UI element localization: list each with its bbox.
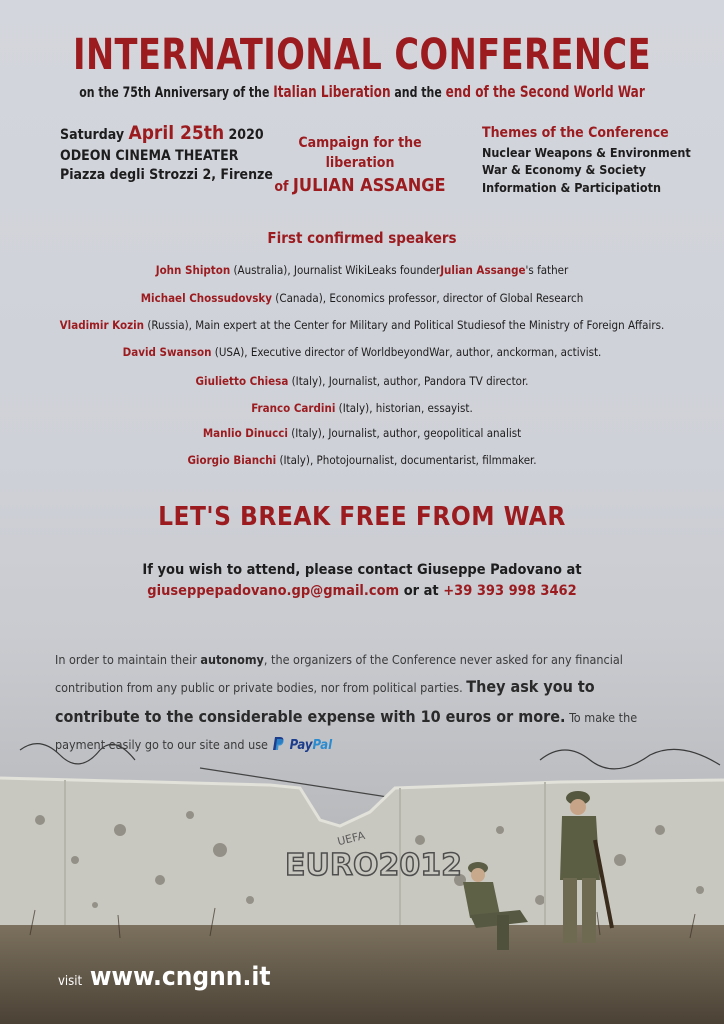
speaker-row — [0, 426, 724, 440]
subtitle-end-of-war: end of the Second World War — [445, 82, 645, 101]
speaker-desc: , Executive director of WorldbeyondWar, author, anckorman, activist. — [244, 345, 602, 359]
website-url[interactable]: www.cngnn.it — [89, 962, 271, 992]
theme-item: Information & Participatiotn — [482, 179, 662, 195]
campaign-info — [270, 134, 450, 198]
themes — [482, 124, 691, 196]
subtitle-mid: and the — [394, 85, 442, 101]
slogan: LET'S BREAK FREE FROM WAR — [158, 502, 566, 532]
speaker-name: David Swanson — [122, 345, 212, 359]
visit-label: visit — [58, 974, 83, 989]
appeal-bold: They ask you to contribute to the considerable expense with 10 euros or more. — [55, 676, 595, 727]
speaker-country: (Russia) — [144, 318, 189, 332]
speaker-desc: , Journalist WikiLeaks founder — [287, 263, 441, 277]
speaker-country: (Italy) — [276, 453, 310, 467]
speaker-row — [0, 374, 724, 388]
speaker-name: Vladimir Kozin — [59, 318, 145, 332]
campaign-line2 — [270, 173, 450, 198]
speaker-country: (Australia) — [230, 263, 288, 277]
event-date-line — [60, 120, 273, 147]
speaker-row — [0, 291, 724, 305]
wall-small-text: UEFA — [336, 828, 367, 849]
speaker-country: (Canada) — [272, 291, 323, 305]
paypal-text-pay: Pay — [289, 737, 313, 753]
speaker-name: John Shipton — [155, 263, 231, 277]
speaker-name: Giulietto Chiesa — [195, 374, 289, 388]
campaign-of: of — [274, 179, 289, 196]
contact-line2 — [0, 581, 724, 602]
event-day: Saturday — [60, 127, 125, 143]
speaker-row — [0, 318, 724, 332]
speaker-desc: , Journalist, author, geopolitical analist — [321, 426, 522, 440]
speaker-desc: , Economics professor, director of Global Research — [322, 291, 584, 305]
speaker-row — [0, 345, 724, 359]
event-venue: ODEON CINEMA THEATER — [60, 147, 239, 164]
speaker-desc: , Main expert at the Center for Military and Political Studiesof the Ministry of Foreign Affairs. — [188, 318, 665, 332]
themes-heading: Themes of the Conference — [482, 125, 669, 141]
speaker-desc: , Photojournalist, documentarist, filmmaker. — [309, 453, 537, 467]
event-date: April 25th — [128, 122, 225, 144]
contact-phone[interactable]: +39 393 998 3462 — [443, 583, 577, 600]
paypal-text-pal: Pal — [312, 737, 333, 753]
appeal-text-2: , the organizers of the Conference never asked for any financial contribution from any public or private bodies, nor from political parties. — [55, 652, 623, 695]
speaker-country: (Italy) — [335, 401, 370, 415]
speaker-country: (Italy) — [287, 426, 322, 440]
speaker-name: Michael Chossudovsky — [140, 291, 273, 305]
subtitle-italian-liberation: Italian Liberation — [273, 82, 391, 101]
campaign-line1: Campaign for the liberation — [298, 135, 422, 171]
speaker-name: Manlio Dinucci — [202, 426, 288, 440]
speaker-name: Giorgio Bianchi — [187, 453, 277, 467]
event-year: 2020 — [228, 127, 264, 143]
contact-line1: If you wish to attend, please contact Giuseppe Padovano at — [142, 562, 582, 578]
speakers-heading: First confirmed speakers — [267, 229, 457, 247]
theme-item: Nuclear Weapons & Environment — [482, 144, 691, 160]
appeal-text-3: To make the payment easily go to our site and use — [55, 710, 638, 752]
subtitle-pre: on the 75th Anniversary of the — [79, 85, 270, 101]
theme-item: War & Economy & Society — [482, 162, 646, 178]
speaker-name: Franco Cardini — [251, 401, 336, 415]
speaker-desc2: 's father — [525, 263, 569, 277]
appeal-text-1: In order to maintain their — [55, 652, 197, 667]
speaker-row — [0, 453, 724, 467]
speaker-desc: , Journalist, author, Pandora TV director. — [322, 374, 529, 388]
subtitle — [58, 82, 666, 101]
appeal-autonomy: autonomy — [200, 652, 264, 667]
event-address: Piazza degli Strozzi 2, Firenze — [60, 167, 273, 184]
speaker-country: (Italy) — [288, 374, 323, 388]
website-link[interactable] — [58, 962, 271, 992]
page-title: INTERNATIONAL CONFERENCE — [72, 30, 652, 80]
event-info — [60, 120, 273, 186]
campaign-name: JULIAN ASSANGE — [292, 175, 446, 197]
speaker-desc: , historian, essayist. — [369, 401, 473, 415]
speaker-row — [0, 263, 724, 277]
contact-info — [0, 560, 724, 602]
speaker-name2: Julian Assange — [440, 263, 526, 277]
contact-email[interactable]: giuseppepadovano.gp@gmail.com — [147, 583, 400, 600]
contact-or-at: or at — [403, 583, 439, 600]
barbed-wire — [20, 744, 720, 769]
wall-graffiti: EURO2012 — [285, 848, 462, 883]
speaker-country: (USA) — [211, 345, 245, 359]
speaker-row — [0, 401, 724, 415]
